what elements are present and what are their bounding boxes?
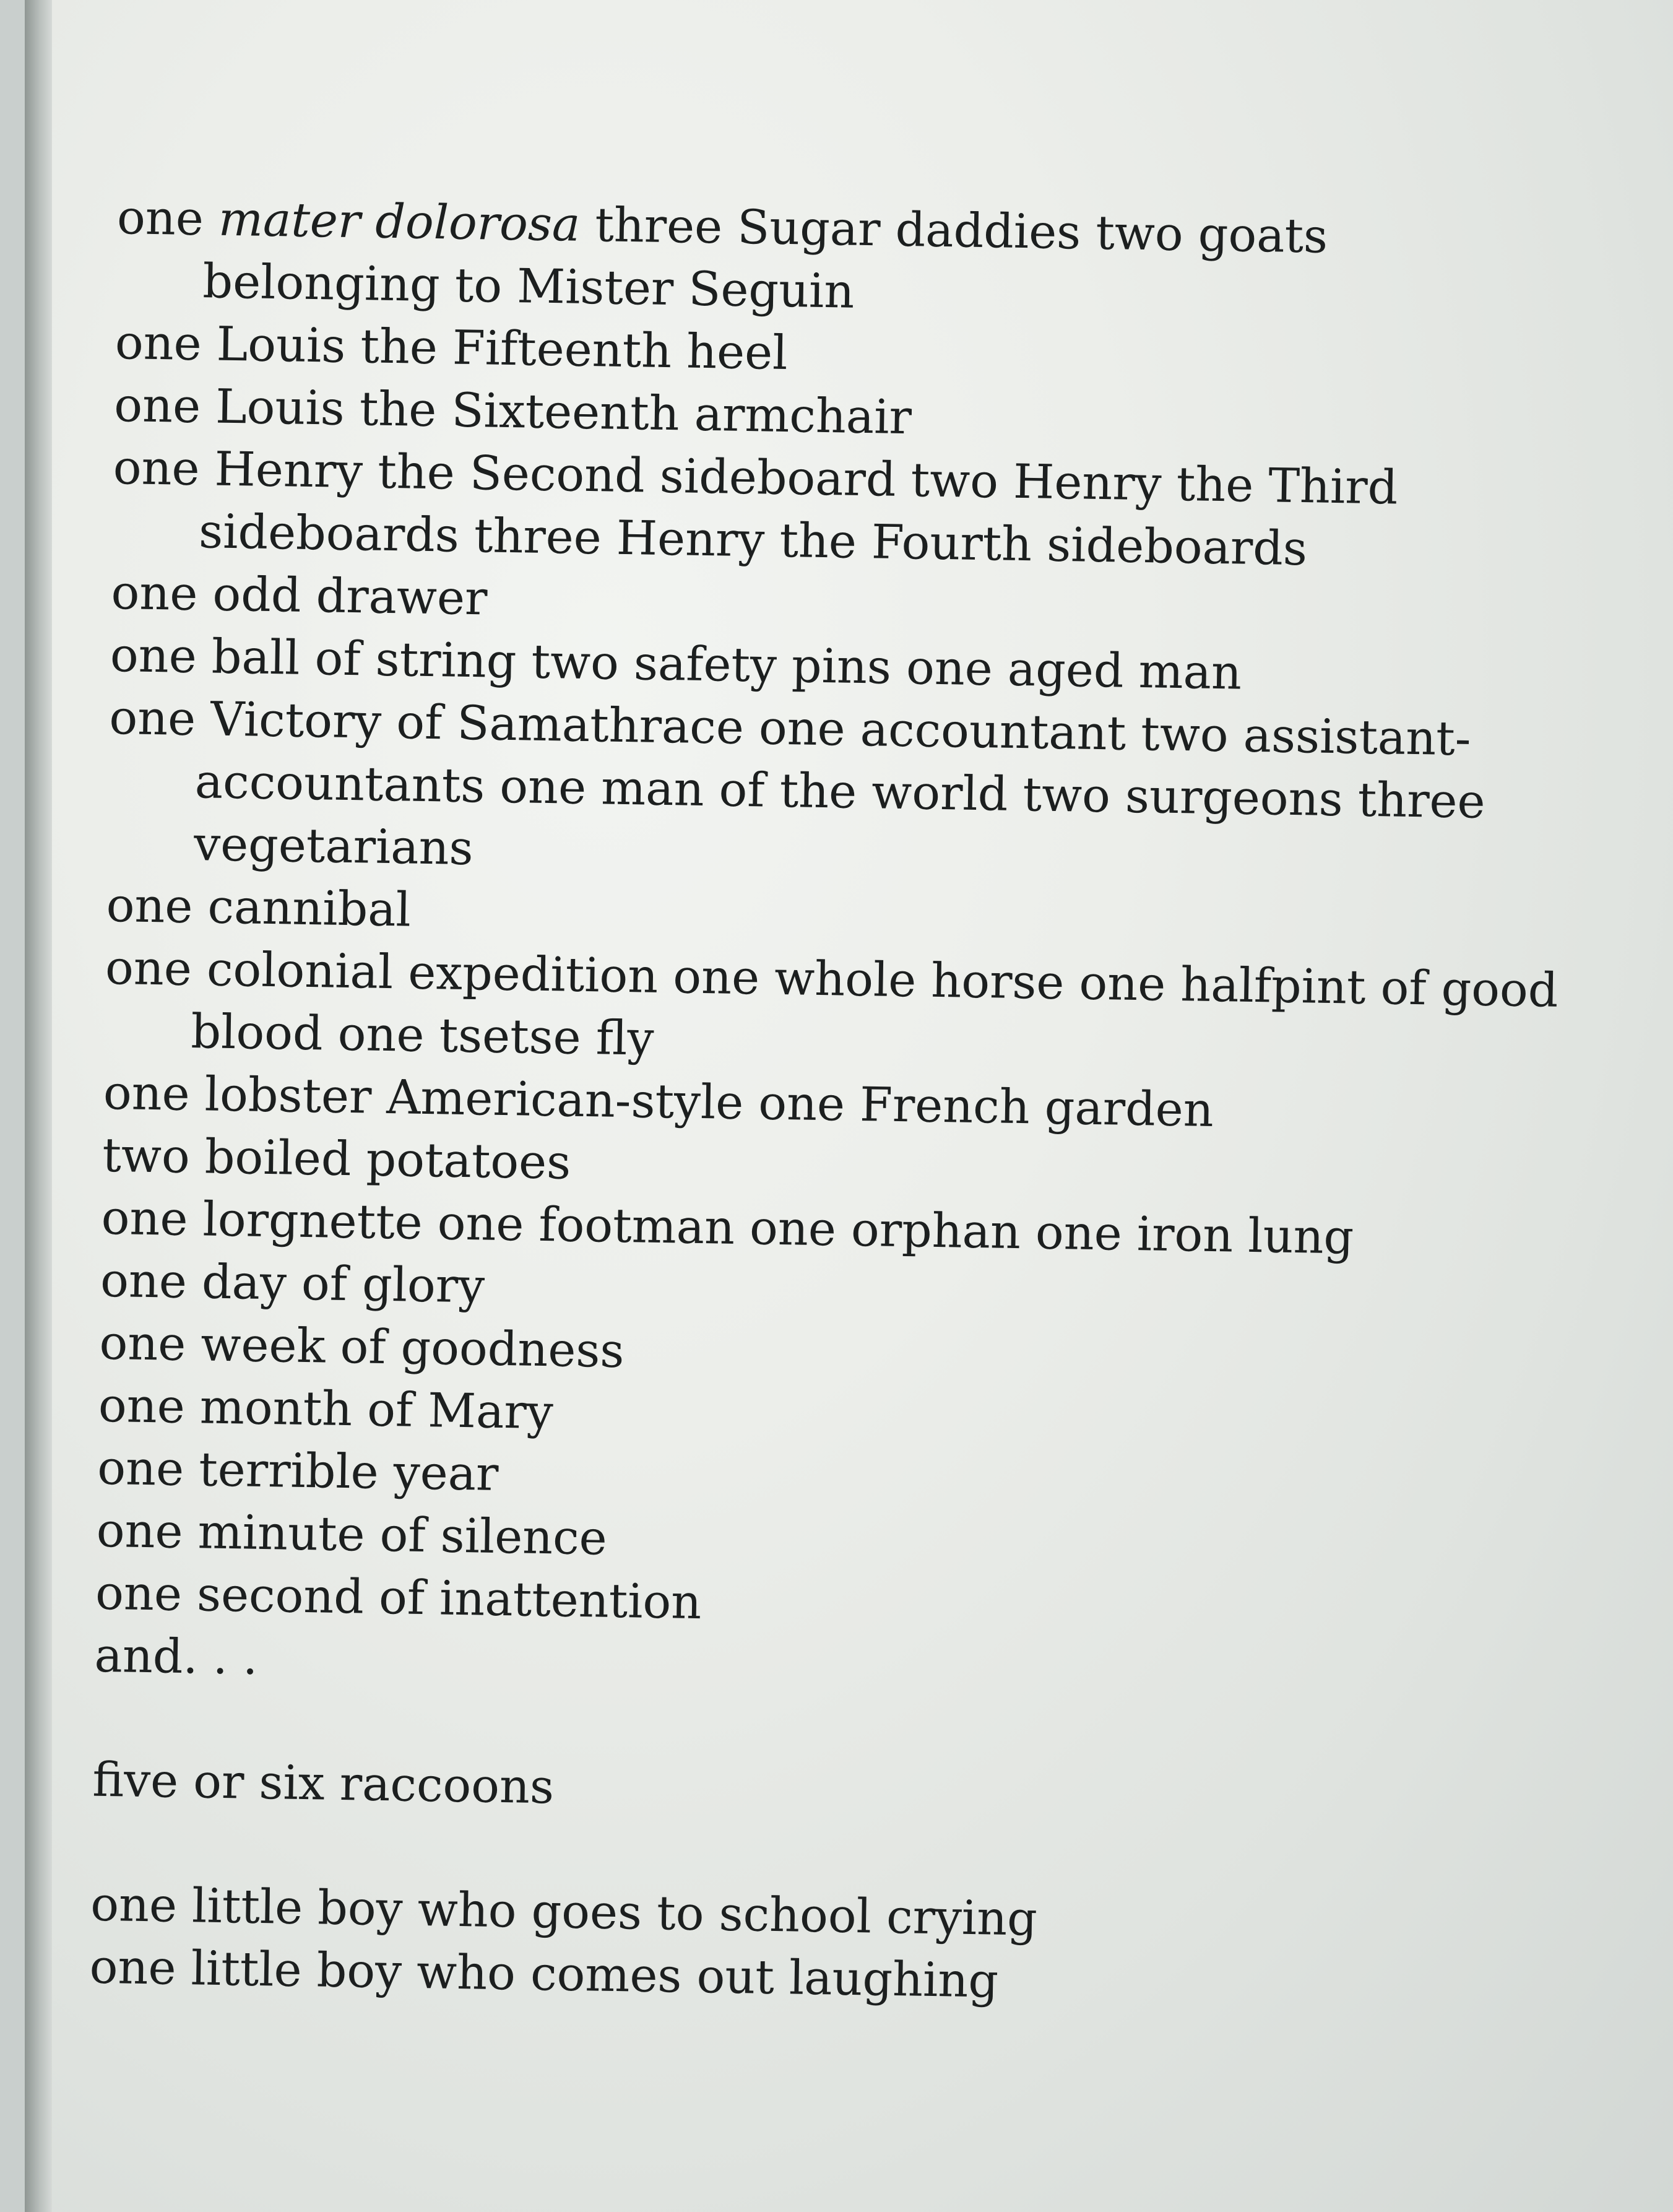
poem-line-11: two boiled potatoes [102,1127,571,1190]
poem-line-1-start: one [116,189,219,246]
poem-line-12: one lorgnette one footman one orphan one iron lung [101,1189,1354,1265]
book-page [25,0,1673,2212]
poem-line-19: and. . . [94,1627,259,1685]
poem-line-9: one colonial expedition one whole horse one halfpint of good blood one tsetse fly [105,939,1559,1066]
poem-line-1 [116,186,1578,334]
stanza-1 [94,186,1578,1709]
poem-line-7: one Victory of Samathrace one accountant two assistant-accountants one man of the world two surgeons three vegetarians [108,689,1486,876]
poem-line-6: one ball of string two safety pins one aged man [110,627,1242,700]
poem-line-16: one terrible year [97,1439,499,1501]
poem-line-1-end: three Sugar daddies two goats belonging to Mister Seguin [202,196,1328,319]
poem-line-20: five or six raccoons [92,1751,555,1815]
stanza-3 [89,1873,1552,2021]
poem-line-21: one little boy who goes to school crying [90,1876,1038,1946]
poem-line-5: one odd drawer [110,564,488,626]
poem-line-1-italic: mater dolorosa [218,191,581,252]
poem-line-2: one Louis the Fifteenth heel [115,314,789,381]
poem-line-15: one month of Mary [98,1377,554,1440]
poem-line-14: one week of goodness [98,1314,625,1379]
poem-line-22: one little boy who comes out laughing [89,1938,999,2008]
poem-line-13: one day of glory [100,1252,485,1314]
poem-line-17: one minute of silence [96,1502,608,1566]
stanza-2 [92,1748,1554,1834]
poem-line-10: one lobster American-style one French garden [103,1064,1214,1137]
poem-line-4: one Henry the Second sideboard two Henry the Third sideboards three Henry the Fourth sideboards [113,439,1398,576]
poem-line-8: one cannibal [106,877,412,937]
poem-text [88,186,1578,2083]
poem-line-18: one second of inattention [95,1564,702,1630]
poem-line-3: one Louis the Sixteenth armchair [113,376,912,445]
page-gutter-shadow [25,0,52,2212]
